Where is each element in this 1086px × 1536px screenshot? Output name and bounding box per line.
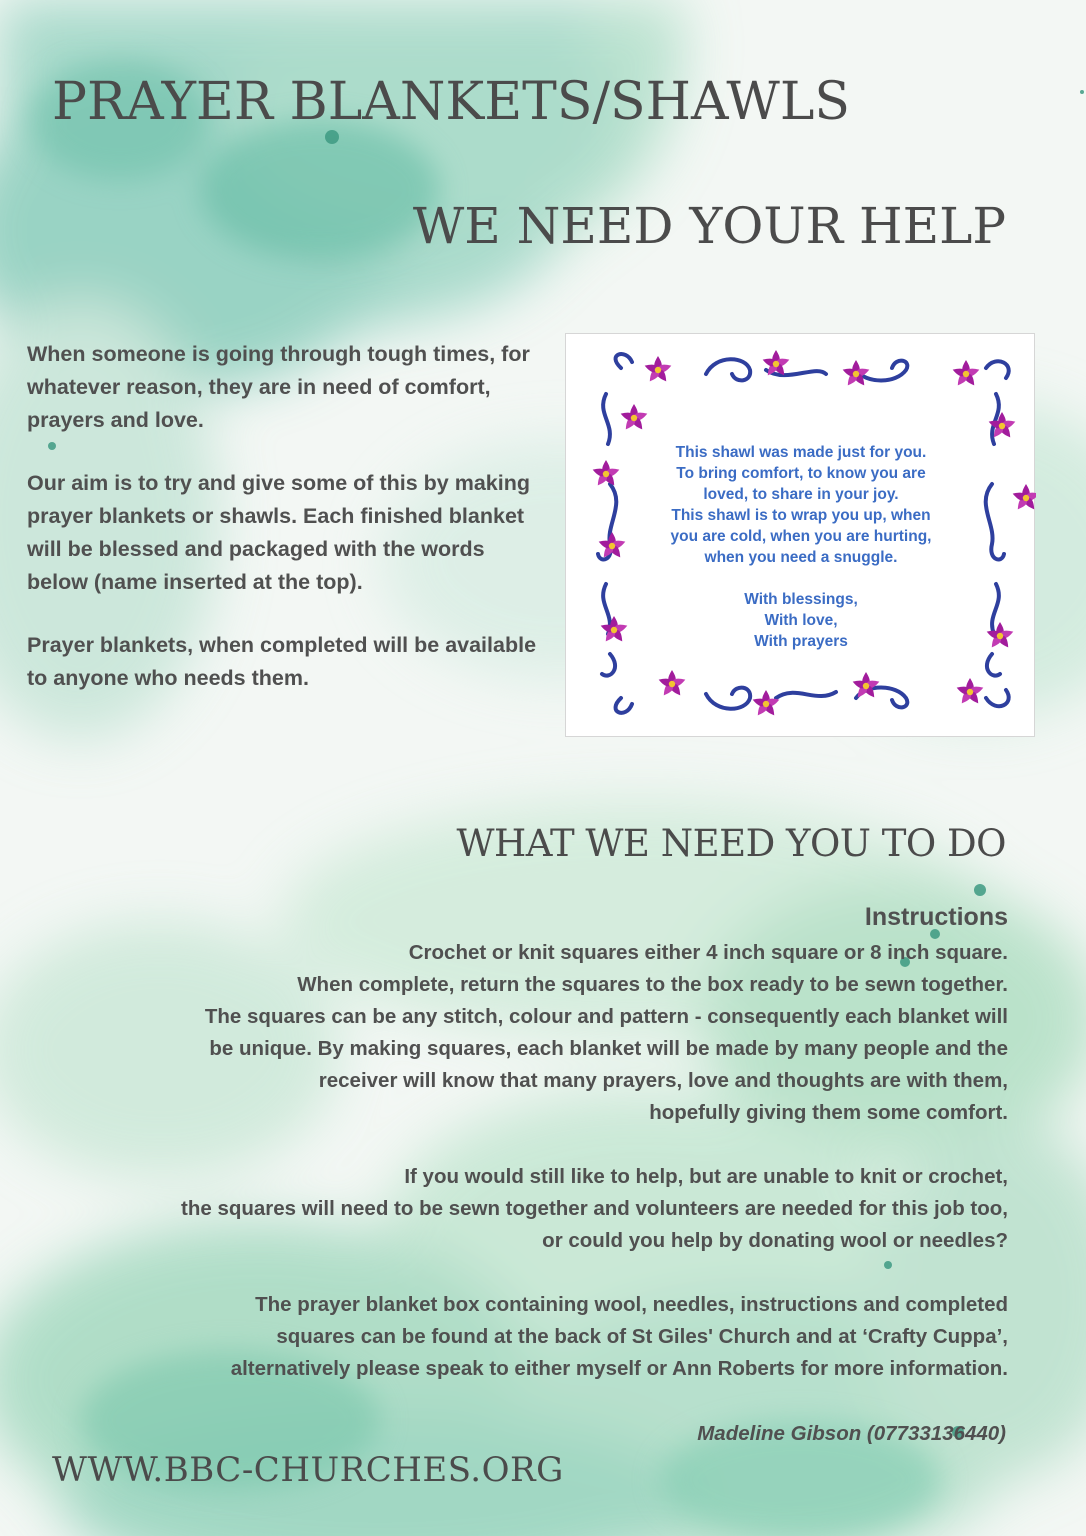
instruction-line: Crochet or knit squares either 4 inch square or 8 inch square. <box>408 941 1008 964</box>
message-line: This shawl is to wrap you up, when <box>671 507 931 524</box>
spacer <box>636 568 966 589</box>
message-line: To bring comfort, to know you are <box>676 465 926 482</box>
help-line: the squares will need to be sewn together and volunteers are needed for this job too, <box>181 1197 1008 1220</box>
instructions-block <box>28 897 1008 1385</box>
page-title: PRAYER BLANKETS/SHAWLS <box>52 72 851 132</box>
instructions-paragraph <box>28 937 1008 1129</box>
blessing-line: With blessings, <box>744 591 858 608</box>
message-line: loved, to share in your joy. <box>703 486 899 503</box>
section-heading: WHAT WE NEED YOU TO DO <box>456 822 1006 865</box>
instruction-line: When complete, return the squares to the box ready to be sewn together. <box>297 973 1008 996</box>
blessing-line: With prayers <box>754 633 848 650</box>
help-line: or could you help by donating wool or needles? <box>542 1229 1008 1252</box>
instruction-line: hopefully giving them some comfort. <box>649 1101 1008 1124</box>
box-line: alternatively please speak to either myself or Ann Roberts for more information. <box>230 1357 1008 1380</box>
instruction-line: receiver will know that many prayers, love and thoughts are with them, <box>318 1069 1008 1092</box>
box-line: The prayer blanket box containing wool, needles, instructions and completed <box>255 1293 1008 1316</box>
shawl-message <box>636 442 966 652</box>
intro-text <box>27 338 547 725</box>
message-line: when you need a snuggle. <box>704 549 898 566</box>
message-line: This shawl was made just for you. <box>675 444 927 461</box>
intro-paragraph: Our aim is to try and give some of this by making prayer blankets or shawls. Each finished blanket will be blessed and packaged with the words below (name inserted at the top). <box>27 471 530 594</box>
website-link[interactable]: WWW.BBC-CHURCHES.ORG <box>52 1450 564 1490</box>
instructions-label: Instructions <box>864 903 1008 931</box>
intro-paragraph: Prayer blankets, when completed will be available to anyone who needs them. <box>27 633 537 690</box>
instruction-line: be unique. By making squares, each blanket will be made by many people and the <box>209 1037 1008 1060</box>
box-line: squares can be found at the back of St Giles' Church and at ‘Crafty Cuppa’, <box>276 1325 1008 1348</box>
help-paragraph <box>28 1161 1008 1257</box>
box-paragraph <box>28 1289 1008 1385</box>
message-line: you are cold, when you are hurting, <box>670 528 932 545</box>
contact-signature: Madeline Gibson (07733136440) <box>697 1422 1006 1445</box>
shawl-message-card <box>565 333 1035 737</box>
intro-paragraph: When someone is going through tough times, for whatever reason, they are in need of comfort, prayers and love. <box>27 342 530 432</box>
blessing-line: With love, <box>764 612 838 629</box>
instruction-line: The squares can be any stitch, colour and pattern - consequently each blanket will <box>204 1005 1008 1028</box>
page-subtitle: WE NEED YOUR HELP <box>412 197 1006 255</box>
help-line: If you would still like to help, but are unable to knit or crochet, <box>404 1165 1008 1188</box>
